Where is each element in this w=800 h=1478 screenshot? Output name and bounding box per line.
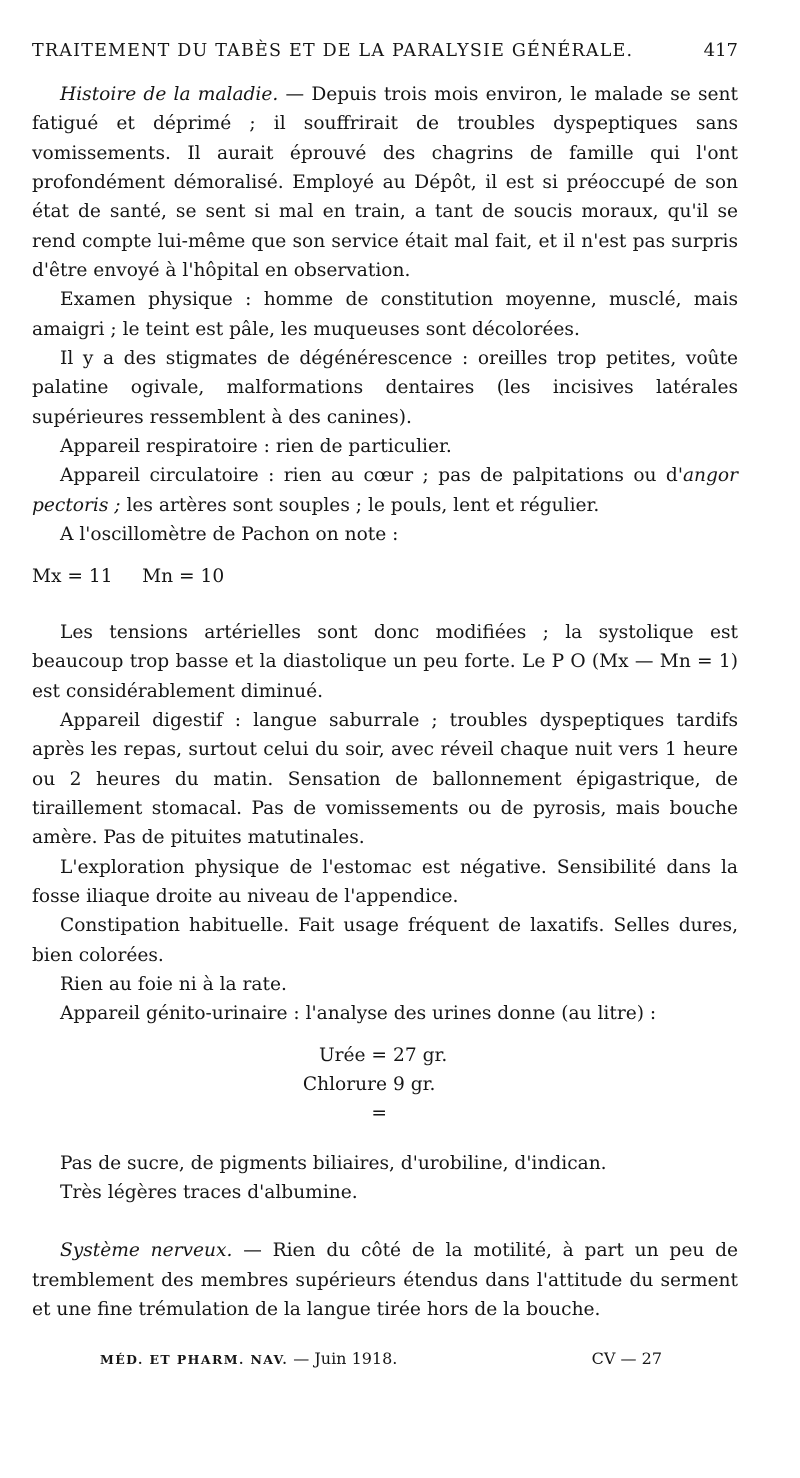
paragraph-exam: Examen physique : homme de constitution moyenne, musclé, mais amaigri ; le teint est pâle, les muqueuses sont décolorées. (32, 289, 738, 340)
section-lead-history: Histoire de la maladie. (60, 84, 279, 105)
paragraph-text: — Depuis trois mois environ, le malade se sent fatigué et déprimé ; il souffrirait de troubles dyspeptiques sans vomissements. Il aurait éprouvé des chagrins de famille qui l'ont profondément démoralisé. Employé au Dépôt, il est si préoccupé de son état de santé, se sent si mal en train, a tant de soucis moraux, qu'il se rend compte lui-même que son service était mal fait, et il n'est pas surpris d'être envoyé à l'hôpital en observation. (32, 84, 738, 282)
journal-date: — Juin 1918. (288, 1349, 398, 1368)
paragraph-tensions: Les tensions artérielles sont donc modifiées ; la systolique est beaucoup trop basse et la diastolique un peu forte. Le P O (Mx — Mn = 1) est considérablement diminué. (32, 621, 738, 702)
paragraph-digestive: Appareil digestif : langue saburrale ; troubles dyspeptiques tardifs après les repas, surtout celui du soir, avec réveil chaque nuit vers 1 heure ou 2 heures du matin. Sensation de ballonnement épigastrique, de tiraillement stomacal. Pas de vomissements ou de pyrosis, mais bouche amère. Pas de pituites matutinales. (32, 709, 738, 849)
paragraph-oscillometer: A l'oscillomètre de Pachon on note : (60, 524, 399, 546)
paragraph-text: Appareil circulatoire : rien au cœur ; pas de palpitations ou d' (60, 465, 683, 487)
running-header (32, 40, 738, 80)
latin-term: angor pectoris ; (32, 465, 738, 516)
page-footer (100, 1349, 670, 1368)
running-title: TRAITEMENT DU TABÈS ET DE LA PARALYSIE GÉNÉRALE. (32, 41, 634, 61)
paragraph-stomach: L'exploration physique de l'estomac est négative. Sensibilité dans la fosse iliaque droite au niveau de l'appendice. (32, 856, 738, 907)
page (32, 40, 738, 1324)
paragraph-nervous (32, 1236, 738, 1324)
lab-row (295, 1070, 475, 1129)
paragraph-text: — Rien du côté de la motilité, à part un peu de tremblement des membres supérieurs étendus dans l'attitude du serment et une fine trémulation de la langue tirée hors de la bouche. (32, 1240, 738, 1321)
paragraph-constipation: Constipation habituelle. Fait usage fréquent de laxatifs. Selles dures, bien colorées. (32, 915, 738, 966)
paragraph-respiratory: Appareil respiratoire : rien de particulier. (60, 436, 452, 458)
paragraph-urinary: Appareil génito-urinaire : l'analyse des urines donne (au litre) : (60, 1003, 657, 1025)
page-body (32, 80, 738, 1324)
urine-results (295, 1041, 475, 1129)
oscillometer-formula: Mx = 11 Mn = 10 (32, 565, 225, 587)
lab-value: 27 gr. (393, 1044, 448, 1066)
lab-row (295, 1041, 475, 1070)
lab-key: Chlorure = (302, 1074, 387, 1125)
footer-journal (100, 1349, 397, 1368)
paragraph-stigmata: Il y a des stigmates de dégénérescence : oreilles trop petites, voûte palatine ogivale, malformations dentaires (les incisives latérales supérieures ressemblent à des canines). (32, 348, 738, 428)
lab-key: Urée = (318, 1044, 387, 1066)
paragraph-albumin: Très légères traces d'albumine. (60, 1182, 358, 1204)
paragraph-sugar: Pas de sucre, de pigments biliaires, d'urobiline, d'indican. (60, 1152, 607, 1174)
lab-value: 9 gr. (393, 1074, 436, 1095)
footer-signature: CV — 27 (591, 1349, 662, 1368)
paragraph-history (32, 80, 738, 285)
paragraph-circulatory (32, 461, 738, 520)
paragraph-text: les artères sont souples ; le pouls, lent et régulier. (120, 494, 600, 516)
section-lead-nervous: Système nerveux. (60, 1240, 233, 1262)
paragraph-liver: Rien au foie ni à la rate. (60, 973, 287, 995)
page-number: 417 (703, 40, 738, 61)
journal-abbr: MÉD. ET PHARM. NAV. (100, 1352, 289, 1367)
